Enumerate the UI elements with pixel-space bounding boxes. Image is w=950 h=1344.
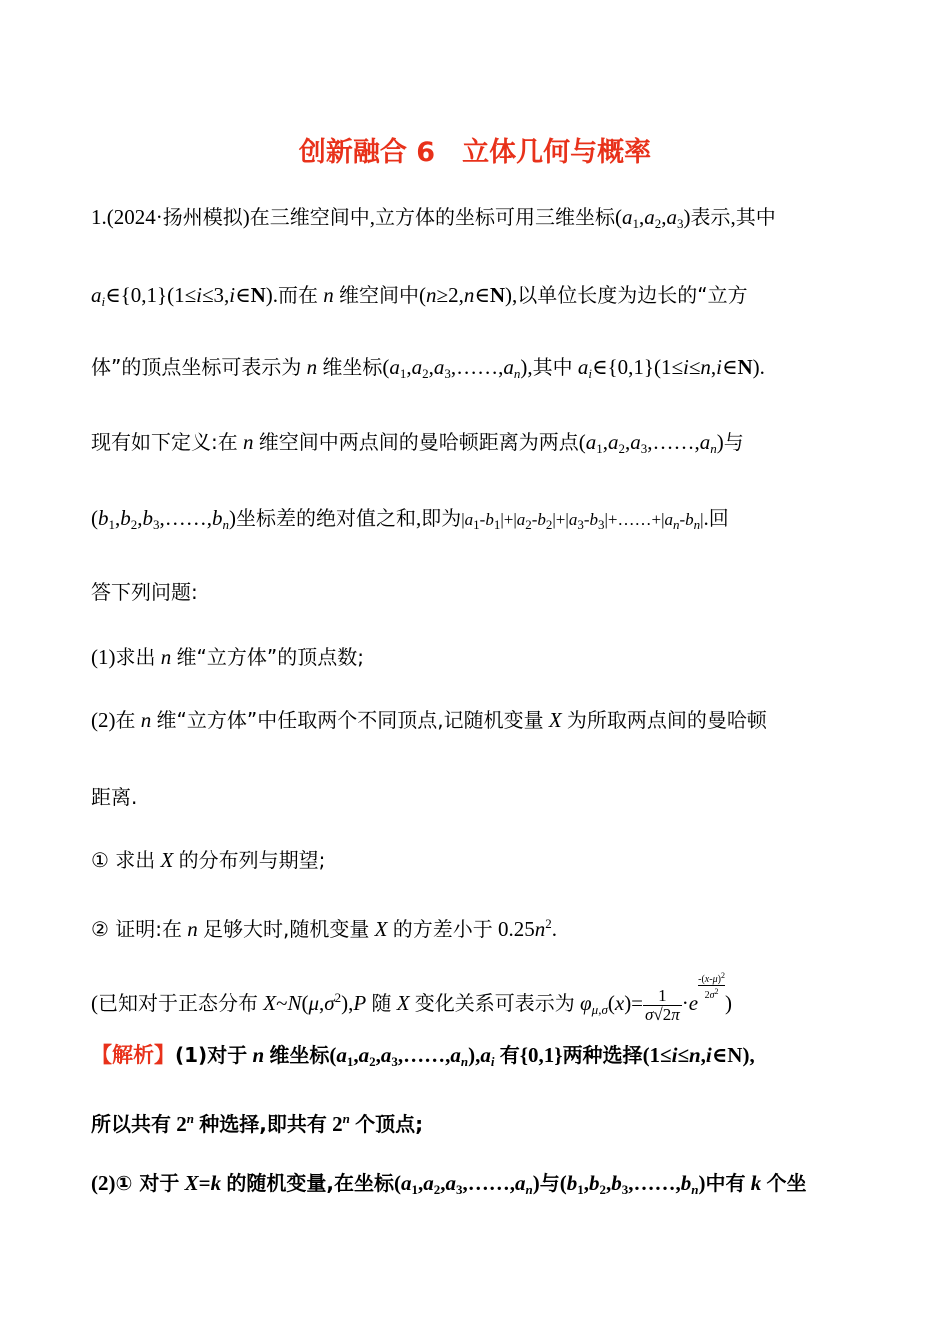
question-2-i: ① 求出 X 的分布列与期望; — [91, 848, 326, 872]
solution-line-2: 所以共有 2$^n$ 种选择,即共有 2$^n$ 个顶点; — [91, 1111, 424, 1136]
problem-line-4: 现有如下定义:在 n 维空间中两点间的曼哈顿距离为两点$(a_1,a_2,a_3,\dots\dots,a_n)$与 — [91, 430, 744, 456]
solution-line-3: (2)① 对于 X=k 的随机变量,在坐标$(a_1,a_2,a_3,\dots\dots,a_n)$与$(b_1,b_2,b_3,\dots\dots,b_n)$中有 k 个坐 — [91, 1171, 807, 1197]
problem-line-2: $a_i\in\{0,1\}(1\le i\le 3,i\in N)$.而在 n 维空间中(n≥2,n∈N),以单位长度为边长的“立方 — [91, 283, 748, 309]
hint-line: (已知对于正态分布 $X\sim N(\mu,\sigma^2),P$ 随 X 变化关系可表示为 $\varphi_{\mu,\sigma}(x)=$ $\frac{1}{\sigma√2\pi}$ ·e $\frac{-(x-\mu)^2}{2\sigma^2}$) — [91, 971, 732, 1024]
question-2-cont: 距离. — [91, 785, 138, 809]
page-title: 创新融合 6 立体几何与概率 — [298, 137, 652, 168]
problem-line-5: $(b_1,b_2,b_3,\dots\dots,b_n)$坐标差的绝对值之和,即为$|a_1-b_1|+|a_2-b_2|+|a_3-b_3|+\dots\dots+|a_n-b_n|$.回 — [91, 506, 729, 532]
problem-line-1: 1.(2024·扬州模拟)在三维空间中,立方体的坐标可用三维坐标$(a_1,a_2,a_3)$表示,其中 — [91, 205, 776, 231]
question-2: (2)在 n 维“立方体”中任取两个不同顶点,记随机变量 X 为所取两点间的曼哈顿 — [91, 708, 767, 732]
solution-tag: 【解析】 — [91, 1043, 175, 1067]
solution-line-1: 【解析】(1)对于 n 维坐标$(a_1,a_2,a_3,\dots\dots,a_n),a_i$ 有{0,1}两种选择(1≤i≤n,i∈N), — [91, 1043, 755, 1069]
exponent-fraction: $\frac{-(x-\mu)^2}{2\sigma^2}$ — [698, 971, 725, 1001]
question-1: (1)求出 n 维“立方体”的顶点数; — [91, 645, 364, 669]
problem-line-6: 答下列问题: — [91, 580, 198, 604]
problem-line-3: 体”的顶点坐标可表示为 n 维坐标$(a_1,a_2,a_3,\dots\dots,a_n)$,其中 $a_i\in\{0,1\}(1\le i\le n,i\in N)$. — [91, 355, 765, 381]
question-2-ii: ② 证明:在 n 足够大时,随机变量 X 的方差小于 $0.25n^2$. — [91, 916, 557, 941]
pdf-fraction: $\frac{1}{\sigma√2\pi}$ — [645, 985, 680, 1024]
